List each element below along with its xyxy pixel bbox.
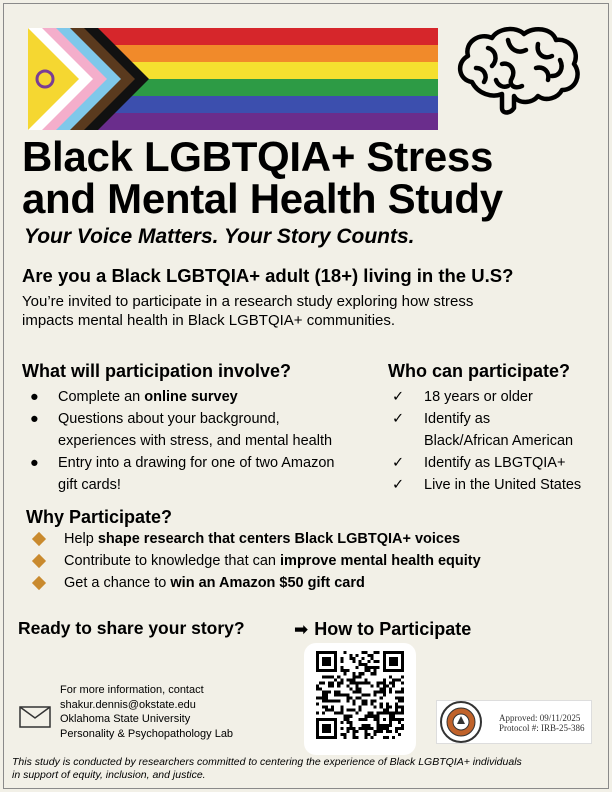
- why-item-text: Contribute to knowledge that can: [64, 553, 281, 569]
- how-to-participate-link[interactable]: [294, 619, 471, 640]
- who-heading: Who can participate?: [388, 361, 571, 381]
- check-icon: ✓: [392, 389, 405, 405]
- oklahoma-state-university-seal-icon: [439, 700, 483, 744]
- diamond-bullet-icon: [32, 576, 46, 590]
- list-item: [28, 386, 368, 408]
- list-item: [32, 572, 481, 594]
- arrow-right-icon: ➡: [294, 620, 309, 640]
- list-item: [390, 386, 605, 408]
- contact-email[interactable]: shakur.dennis@okstate.edu: [60, 698, 196, 711]
- why-heading: Why Participate?: [26, 507, 173, 527]
- approval-date: Approved: 09/11/2025: [499, 713, 581, 723]
- check-icon: ✓: [392, 411, 405, 427]
- qr-code[interactable]: [304, 643, 416, 755]
- footer-line-2: in support of equity, inclusion, and justice.: [12, 768, 206, 781]
- check-icon: ✓: [392, 455, 405, 471]
- involve-item-bold: online survey: [144, 389, 238, 405]
- progress-pride-flag-icon: [28, 28, 438, 130]
- invitation-text: [22, 292, 542, 330]
- list-item: [390, 430, 605, 452]
- who-item-text: 18 years or older: [424, 389, 533, 405]
- invitation-line-1: You’re invited to participate in a research study exploring how stress: [22, 293, 474, 310]
- who-item-text: Identify as LBGTQIA+: [424, 455, 566, 471]
- qr-code-icon: [316, 651, 404, 739]
- diamond-bullet-icon: [32, 554, 46, 568]
- who-list: [390, 386, 605, 496]
- involve-item-text: experiences with stress, and mental health: [58, 433, 333, 449]
- bullet-icon: ●: [30, 455, 39, 471]
- who-item-text: Black/African American: [424, 433, 574, 449]
- involve-heading: What will participation involve?: [22, 361, 292, 381]
- tagline: Your Voice Matters. Your Story Counts.: [24, 225, 415, 248]
- list-item: [32, 550, 481, 572]
- involve-list: [28, 386, 368, 496]
- involve-item-text: Questions about your background,: [58, 411, 280, 427]
- footer-line-1: This study is conducted by researchers committed to centering the experience of Black LGBTQIA+ individuals: [12, 756, 522, 768]
- approval-text: [499, 713, 585, 733]
- who-item-text: Live in the United States: [424, 477, 582, 493]
- how-to-participate-label: How to Participate: [314, 619, 472, 639]
- list-item: [32, 528, 481, 550]
- bullet-icon: ●: [30, 411, 39, 427]
- involve-item-text: gift cards!: [58, 477, 121, 493]
- flag-chevrons: [28, 28, 158, 130]
- envelope-icon: [19, 706, 51, 728]
- list-item: [28, 474, 368, 496]
- involve-item-text: Complete an: [58, 389, 145, 405]
- footer-statement: [12, 756, 602, 781]
- why-item-bold: shape research that centers Black LGBTQIA+ voices: [97, 531, 461, 547]
- contact-university: Oklahoma State University: [60, 713, 191, 725]
- page-title: [22, 133, 597, 222]
- why-item-bold: win an Amazon $50 gift card: [170, 575, 365, 591]
- why-item-text: Help: [64, 531, 98, 547]
- ready-prompt: Ready to share your story?: [18, 618, 245, 638]
- why-item-text: Get a chance to: [64, 575, 171, 591]
- why-list: [32, 528, 481, 594]
- list-item: [28, 452, 368, 474]
- bullet-icon: ●: [30, 389, 39, 405]
- check-icon: ✓: [392, 477, 405, 493]
- contact-info: [60, 683, 233, 741]
- title-line-2: and Mental Health Study: [22, 175, 503, 222]
- list-item: [28, 430, 368, 452]
- list-item: [390, 474, 605, 496]
- involve-item-text: Entry into a drawing for one of two Amazon: [58, 455, 335, 471]
- contact-intro: For more information, contact: [60, 684, 204, 696]
- list-item: [28, 408, 368, 430]
- diamond-bullet-icon: [32, 532, 46, 546]
- list-item: [390, 452, 605, 474]
- who-item-text: Identify as: [424, 411, 491, 427]
- brain-icon: [452, 24, 584, 116]
- protocol-number: Protocol #: IRB-25-386: [499, 723, 585, 733]
- why-item-bold: improve mental health equity: [280, 553, 481, 569]
- title-line-1: Black LGBTQIA+ Stress: [22, 133, 494, 180]
- invitation-line-2: impacts mental health in Black LGBTQIA+ communities.: [22, 312, 396, 329]
- contact-lab: Personality & Psychopathology Lab: [60, 727, 234, 740]
- eligibility-question: Are you a Black LGBTQIA+ adult (18+) living in the U.S?: [22, 265, 514, 286]
- list-item: [390, 408, 605, 430]
